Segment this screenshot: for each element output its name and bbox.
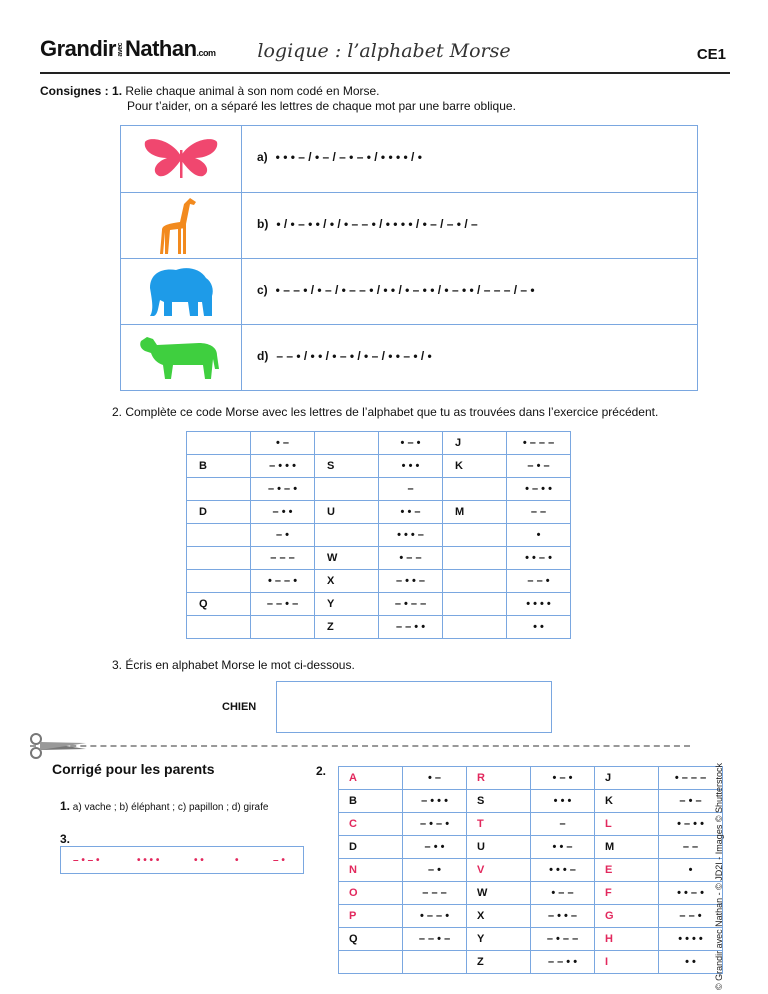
level-badge: CE1 — [696, 46, 726, 63]
morse-cell: – • – • — [403, 813, 467, 836]
morse-code: • / • – • • / • / • – – • / • • • • / • – / – • / – — [276, 217, 478, 231]
table-row — [339, 836, 723, 859]
letter-cell[interactable] — [443, 593, 507, 616]
letter-cell: F — [595, 882, 659, 905]
butterfly-icon — [121, 126, 242, 192]
answer2-number: 2. — [316, 764, 327, 778]
table-row — [187, 593, 571, 616]
exercise2-table — [186, 431, 571, 639]
elephant-icon — [121, 259, 242, 325]
answer3-code-h: • • • • — [137, 855, 160, 866]
chien-word: CHIEN — [222, 701, 257, 713]
step1-line2: Pour t’aider, on a séparé les lettres de chaque mot par une barre oblique. — [127, 99, 516, 113]
letter-cell: D — [339, 836, 403, 859]
letter-cell: O — [339, 882, 403, 905]
table-row — [187, 524, 571, 547]
letter-cell: Q — [339, 928, 403, 951]
letter-cell: M — [595, 836, 659, 859]
letter-cell: J — [595, 767, 659, 790]
letter-cell[interactable] — [443, 570, 507, 593]
morse-cell: • — [507, 524, 571, 547]
morse-cell: • • • — [379, 455, 443, 478]
morse-cell: • – – – — [507, 432, 571, 455]
morse-cell: – – • – — [403, 928, 467, 951]
morse-cell: – • – – — [531, 928, 595, 951]
morse-cell: • – • — [531, 767, 595, 790]
row-label: c) — [257, 283, 268, 297]
morse-cell: • – — [251, 432, 315, 455]
letter-cell: Z — [467, 951, 531, 974]
morse-cell — [251, 616, 315, 639]
morse-cell: – • — [403, 859, 467, 882]
morse-cell: • • • – — [531, 859, 595, 882]
header-divider — [40, 72, 730, 74]
morse-cell: • • – — [379, 501, 443, 524]
morse-cell: – – — [659, 836, 723, 859]
letter-cell: G — [595, 905, 659, 928]
step3-instruction: 3. Écris en alphabet Morse le mot ci-dessous. — [112, 658, 355, 672]
morse-cell: • • — [659, 951, 723, 974]
table-row — [187, 432, 571, 455]
morse-cell: – • – — [507, 455, 571, 478]
morse-cell: – – • • — [531, 951, 595, 974]
answers-table — [338, 766, 723, 974]
table-row — [339, 905, 723, 928]
answer3-box — [60, 846, 304, 874]
answer3-code-c: – • – • — [73, 855, 100, 866]
letter-cell: J — [443, 432, 507, 455]
letter-cell[interactable] — [187, 570, 251, 593]
table-row — [339, 859, 723, 882]
morse-cell: • – – • — [251, 570, 315, 593]
morse-cell: – • • – — [531, 905, 595, 928]
letter-cell: Z — [315, 616, 379, 639]
morse-cell: – • • — [251, 501, 315, 524]
letter-cell[interactable] — [187, 616, 251, 639]
table-row — [339, 928, 723, 951]
exercise1-row-a[interactable] — [121, 126, 697, 192]
morse-cell: • – — [403, 767, 467, 790]
answer3-code-i: • • — [194, 855, 204, 866]
letter-cell: K — [443, 455, 507, 478]
answer1-text: a) vache ; b) éléphant ; c) papillon ; d) girafe — [72, 802, 269, 813]
letter-cell: I — [595, 951, 659, 974]
letter-cell[interactable] — [187, 524, 251, 547]
letter-cell: P — [339, 905, 403, 928]
letter-cell[interactable] — [187, 547, 251, 570]
morse-cell: – – • – — [251, 593, 315, 616]
answers-title: Corrigé pour les parents — [52, 761, 215, 777]
letter-cell: Y — [315, 593, 379, 616]
table-row — [187, 547, 571, 570]
morse-cell: • • • • — [659, 928, 723, 951]
letter-cell: Q — [187, 593, 251, 616]
morse-code: – – • / • • / • – • / • – / • • – • / • — [276, 349, 432, 363]
answer1-number: 1. — [60, 799, 71, 813]
table-row — [339, 951, 723, 974]
morse-cell: • – – — [379, 547, 443, 570]
instructions — [40, 84, 380, 99]
table-row — [187, 501, 571, 524]
letter-cell: B — [187, 455, 251, 478]
morse-cell: • • – — [531, 836, 595, 859]
morse-cell — [403, 951, 467, 974]
cut-line — [30, 745, 690, 747]
step2-instruction: 2. Complète ce code Morse avec les lettres de l’alphabet que tu as trouvées dans l’exercice précédent. — [112, 405, 659, 419]
letter-cell: H — [595, 928, 659, 951]
letter-cell: B — [339, 790, 403, 813]
letter-cell: C — [339, 813, 403, 836]
step1-line1: Relie chaque animal à son nom codé en Morse. — [125, 84, 380, 98]
morse-code: • – – • / • – / • – – • / • • / • – • • / • – • • / – – – / – • — [275, 283, 535, 297]
morse-cell: – — [379, 478, 443, 501]
step1-number: 1. — [112, 84, 123, 98]
morse-cell: • – • • — [659, 813, 723, 836]
table-row — [187, 478, 571, 501]
morse-cell: • • • – — [379, 524, 443, 547]
morse-cell: – • – – — [379, 593, 443, 616]
brand-com: .com — [196, 48, 216, 58]
table-row — [339, 813, 723, 836]
letter-cell: L — [595, 813, 659, 836]
table-row — [187, 616, 571, 639]
letter-cell: S — [467, 790, 531, 813]
morse-cell: – • • — [403, 836, 467, 859]
morse-cell: – – — [507, 501, 571, 524]
letter-cell[interactable] — [443, 616, 507, 639]
morse-cell: • • • • — [507, 593, 571, 616]
exercise1-row-c[interactable] — [121, 258, 697, 325]
morse-cell: – – • — [507, 570, 571, 593]
exercise1-row-d[interactable] — [121, 324, 697, 391]
morse-cell: – • • • — [251, 455, 315, 478]
morse-cell: – • – • — [251, 478, 315, 501]
letter-cell[interactable] — [315, 432, 379, 455]
morse-cell: • • — [507, 616, 571, 639]
row-label: a) — [257, 150, 268, 164]
exercise1-table — [120, 125, 698, 391]
letter-cell: V — [467, 859, 531, 882]
table-row — [339, 767, 723, 790]
morse-cell: – – • — [659, 905, 723, 928]
morse-cell: – – – — [251, 547, 315, 570]
exercise1-row-b[interactable] — [121, 192, 697, 259]
morse-cell: • – • • — [507, 478, 571, 501]
brand-main: Grandir — [40, 36, 116, 61]
letter-cell: E — [595, 859, 659, 882]
answer3-code-e: • — [235, 855, 239, 866]
page-title: logique : l’alphabet Morse — [257, 40, 511, 62]
morse-cell: • – – – — [659, 767, 723, 790]
answer3-code-n: – • — [273, 855, 285, 866]
table-row — [339, 790, 723, 813]
letter-cell[interactable] — [443, 547, 507, 570]
letter-cell[interactable] — [187, 432, 251, 455]
morse-cell: – • – — [659, 790, 723, 813]
letter-cell: K — [595, 790, 659, 813]
credit-text: © Grandir avec Nathan - © JD2I - Images © Shutterstock — [714, 763, 724, 990]
morse-cell: • – • — [379, 432, 443, 455]
letter-cell: U — [467, 836, 531, 859]
letter-cell[interactable] — [443, 524, 507, 547]
morse-cell: – • • – — [379, 570, 443, 593]
morse-code: • • • – / • – / – • – • / • • • • / • — [275, 150, 422, 164]
letter-cell: S — [315, 455, 379, 478]
brand-second: Nathan — [124, 36, 197, 61]
morse-cell: – – • • — [379, 616, 443, 639]
letter-cell[interactable] — [315, 524, 379, 547]
morse-cell: • – – • — [403, 905, 467, 928]
letter-cell[interactable] — [187, 478, 251, 501]
table-row — [339, 882, 723, 905]
letter-cell[interactable] — [443, 478, 507, 501]
letter-cell: X — [315, 570, 379, 593]
row-label: b) — [257, 217, 269, 231]
letter-cell: D — [187, 501, 251, 524]
letter-cell: Y — [467, 928, 531, 951]
morse-cell: • • – • — [659, 882, 723, 905]
letter-cell: R — [467, 767, 531, 790]
cow-icon — [121, 325, 242, 391]
morse-cell: • — [659, 859, 723, 882]
morse-cell: – – – — [403, 882, 467, 905]
table-row — [187, 455, 571, 478]
morse-cell: – — [531, 813, 595, 836]
chien-answer-box[interactable] — [276, 681, 552, 733]
morse-cell: • • – • — [507, 547, 571, 570]
answer3-number: 3. — [60, 832, 71, 846]
morse-cell: • • • — [531, 790, 595, 813]
letter-cell: U — [315, 501, 379, 524]
answer1 — [60, 799, 268, 813]
giraffe-icon — [121, 193, 242, 259]
letter-cell[interactable] — [339, 951, 403, 974]
table-row — [187, 570, 571, 593]
letter-cell: A — [339, 767, 403, 790]
letter-cell: N — [339, 859, 403, 882]
morse-cell: – • — [251, 524, 315, 547]
letter-cell: M — [443, 501, 507, 524]
letter-cell: X — [467, 905, 531, 928]
morse-cell: – • • • — [403, 790, 467, 813]
scissors-icon — [28, 733, 88, 764]
letter-cell: T — [467, 813, 531, 836]
morse-cell: • – – — [531, 882, 595, 905]
letter-cell[interactable] — [315, 478, 379, 501]
letter-cell: W — [315, 547, 379, 570]
row-label: d) — [257, 349, 269, 363]
letter-cell: W — [467, 882, 531, 905]
brand-avec: avec — [116, 43, 124, 57]
consignes-label: Consignes : — [40, 84, 109, 98]
